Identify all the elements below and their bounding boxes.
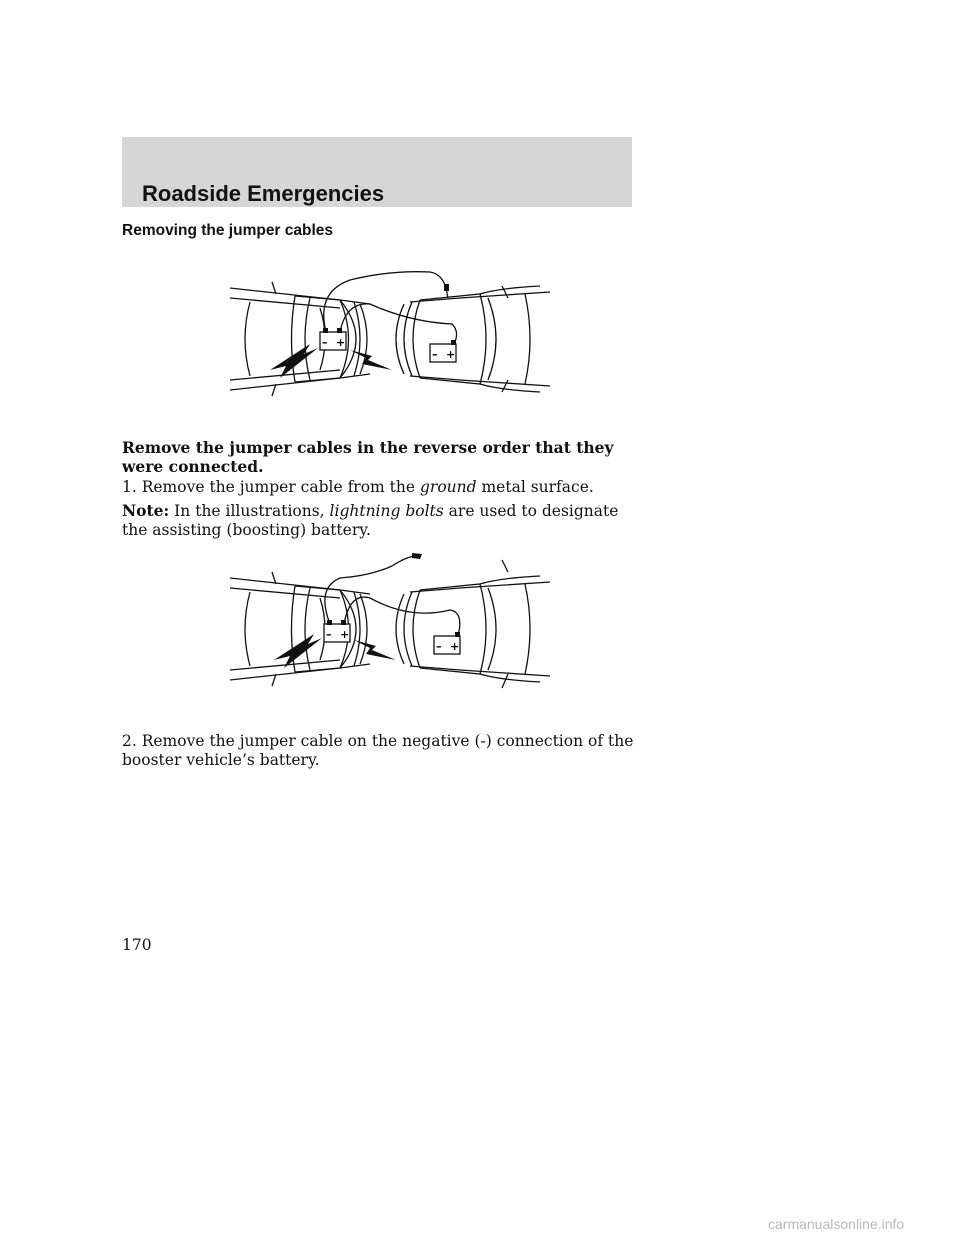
watermark: carmanualsonline.info [768,1216,905,1232]
note-lightning-term: lightning bolts [329,502,444,520]
jumper-cable-diagram-1 [220,252,560,422]
note-end: are used to designate the assisting (boosting) battery. [122,502,619,539]
chapter-title: Roadside Emergencies [142,181,385,206]
battery-left-plus-2: + [340,628,350,641]
battery-left-minus-2: – [326,628,332,641]
battery-left-plus: + [336,336,346,349]
intro-paragraph: Remove the jumper cables in the reverse order that they were connected. [122,438,614,476]
chapter-header-band [122,137,632,207]
step-1-paragraph [122,478,642,497]
battery-right-plus-2: + [450,640,460,653]
jumper-cable-diagram-2 [220,548,560,718]
battery-left-minus: – [322,336,328,349]
battery-right-minus: – [432,348,438,361]
step-1-text: 1. Remove the jumper cable from the [122,478,420,496]
two-cars-illustration-1 [220,252,560,422]
note-text: In the illustrations, [169,502,330,520]
battery-right-plus: + [446,348,456,361]
two-cars-illustration-2 [220,548,560,718]
section-heading: Removing the jumper cables [122,222,334,239]
note-label: Note: [122,501,170,520]
step-1-ground-term: ground [420,478,477,496]
step-1-end: metal surface. [476,478,594,496]
battery-right-minus-2: – [436,640,442,653]
step-2-paragraph: 2. Remove the jumper cable on the negative (-) connection of the booster vehicle’s battery. [122,732,634,769]
page-number: 170 [122,936,152,954]
note-paragraph [122,501,642,540]
